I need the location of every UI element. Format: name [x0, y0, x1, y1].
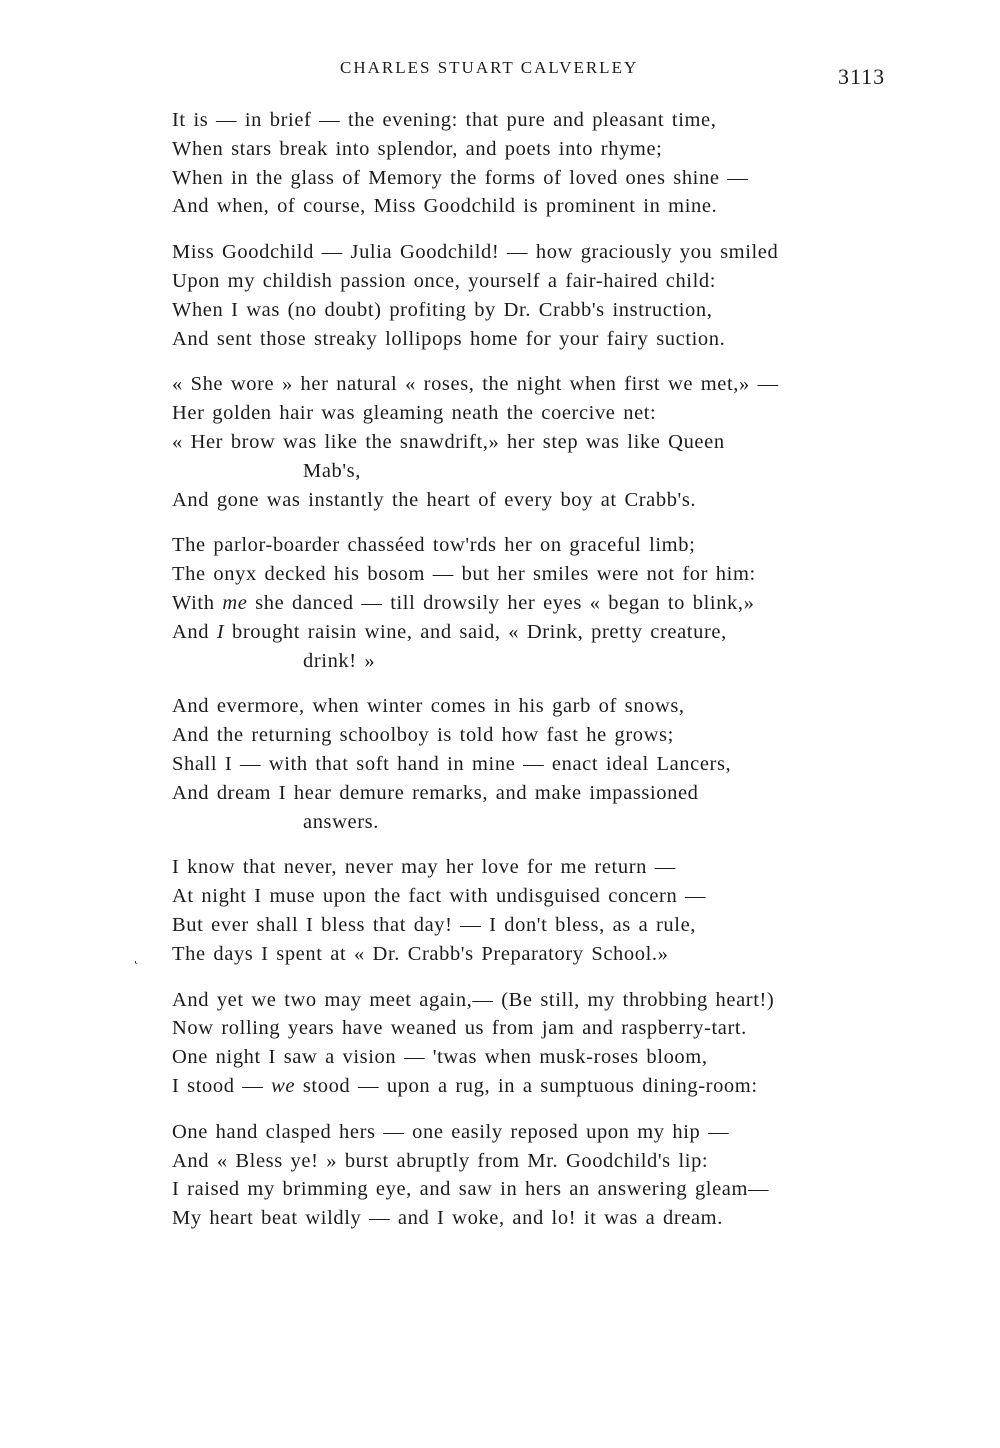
- poem-line: And when, of course, Miss Goodchild is prominent in mine.: [172, 195, 718, 218]
- poem-line: But ever shall I bless that day! — I don't bless, as a rule,: [172, 913, 696, 936]
- running-title: CHARLES STUART CALVERLEY: [340, 58, 639, 77]
- stanza: [172, 986, 902, 1101]
- poem-line: [172, 589, 902, 618]
- poem-line: Miss Goodchild — Julia Goodchild! — how graciously you smiled: [172, 241, 779, 264]
- italic-word: we: [271, 1074, 296, 1097]
- stanza: [172, 1118, 902, 1233]
- poem-line: I raised my brimming eye, and saw in hers an answering gleam—: [172, 1178, 770, 1201]
- poem-line: And gone was instantly the heart of every boy at Crabb's.: [172, 488, 697, 511]
- poem-line: I know that never, never may her love for me return —: [172, 856, 676, 879]
- poem-line: One hand clasped hers — one easily reposed upon my hip —: [172, 1120, 730, 1143]
- poem-line: « Her brow was like the snawdrift,» her step was like Queen: [172, 430, 725, 453]
- poem-line: And yet we two may meet again,— (Be still, my throbbing heart!): [172, 988, 775, 1011]
- poem: [172, 106, 902, 1250]
- poem-line: The days I spent at « Dr. Crabb's Preparatory School.»: [172, 942, 669, 965]
- poem-line-continuation: Mab's,: [303, 459, 361, 482]
- page-number: 3113: [838, 64, 886, 89]
- poem-line: One night I saw a vision — 'twas when musk-roses bloom,: [172, 1046, 708, 1069]
- poem-line: Shall I — with that soft hand in mine — enact ideal Lancers,: [172, 752, 732, 775]
- poem-line: And « Bless ye! » burst abruptly from Mr. Goodchild's lip:: [172, 1149, 709, 1172]
- poem-line: The onyx decked his bosom — but her smiles were not for him:: [172, 563, 756, 586]
- poem-text: stood — upon a rug, in a sumptuous dining-room:: [302, 1074, 758, 1097]
- poem-line: « She wore » her natural « roses, the night when first we met,» —: [172, 373, 779, 396]
- poem-line: And evermore, when winter comes in his garb of snows,: [172, 695, 685, 718]
- poem-line: My heart beat wildly — and I woke, and lo! it was a dream.: [172, 1207, 723, 1230]
- stanza: [172, 853, 902, 968]
- margin-mark: ˛: [134, 950, 139, 965]
- stanza: [172, 692, 902, 836]
- poem-line-continuation: answers.: [303, 810, 379, 833]
- poem-text: And: [172, 620, 210, 643]
- poem-line: [172, 618, 902, 647]
- italic-word: me: [222, 591, 248, 614]
- poem-text: I stood —: [172, 1074, 264, 1097]
- poem-line-continuation: drink! »: [303, 649, 376, 672]
- poem-line: It is — in brief — the evening: that pure and pleasant time,: [172, 109, 717, 131]
- poem-line: At night I muse upon the fact with undisguised concern —: [172, 885, 707, 908]
- poem-line: When in the glass of Memory the forms of loved ones shine —: [172, 166, 749, 189]
- stanza: [172, 370, 902, 514]
- poem-text: With: [172, 591, 215, 614]
- poem-line: When stars break into splendor, and poets into rhyme;: [172, 137, 663, 160]
- stanza: [172, 531, 902, 675]
- poem-line: [172, 1072, 902, 1101]
- poem-line: And dream I hear demure remarks, and make impassioned: [172, 781, 699, 804]
- poem-line: Her golden hair was gleaming neath the coercive net:: [172, 402, 657, 425]
- poem-line: And the returning schoolboy is told how fast he grows;: [172, 724, 674, 747]
- stanza: [172, 106, 902, 221]
- poem-text: she danced — till drowsily her eyes « began to blink,»: [255, 591, 755, 614]
- poem-text: brought raisin wine, and said, « Drink, pretty creature,: [232, 620, 727, 643]
- poem-line: When I was (no doubt) profiting by Dr. Crabb's instruction,: [172, 298, 713, 321]
- poem-line: And sent those streaky lollipops home for your fairy suction.: [172, 327, 726, 350]
- italic-word: I: [216, 620, 225, 643]
- stanza: [172, 238, 902, 353]
- poem-line: Upon my childish passion once, yourself a fair-haired child:: [172, 269, 717, 292]
- poem-line: Now rolling years have weaned us from jam and raspberry-tart.: [172, 1017, 747, 1040]
- poem-line: The parlor-boarder chasséed tow'rds her on graceful limb;: [172, 534, 696, 557]
